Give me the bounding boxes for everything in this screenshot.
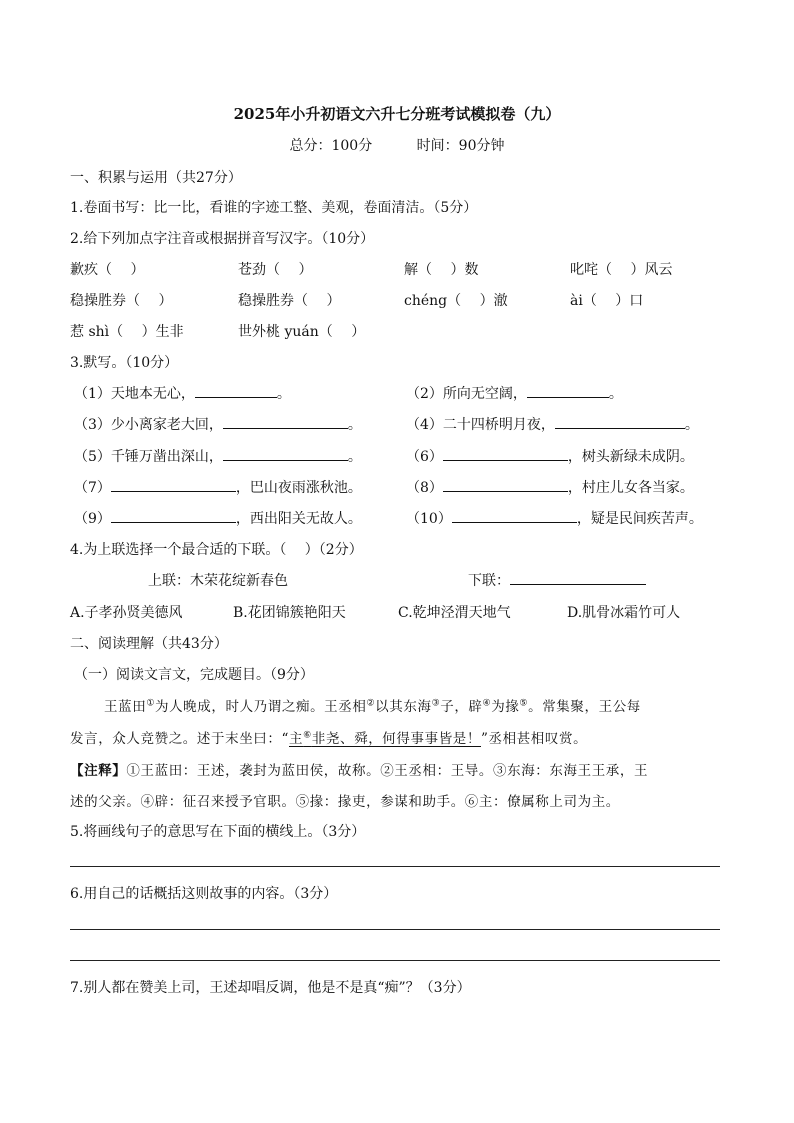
couplet-lower: 下联： [468, 570, 646, 590]
q2-item: 解（ ）数 [404, 262, 479, 278]
answer-line[interactable] [70, 960, 720, 961]
subsection-heading: （一）阅读文言文，完成题目。（9分） [74, 667, 314, 683]
option-d: D.肌骨冰霜竹可人 [567, 605, 681, 621]
answer-blank[interactable] [510, 570, 646, 585]
q2-item: 稳操胜券（ ） [70, 293, 173, 309]
exam-subtitle [0, 135, 794, 155]
question-6: 6.用自己的话概括这则故事的内容。（3分） [70, 886, 338, 902]
question-3: 3.默写。（10分） [70, 355, 179, 371]
option-a: A.子孝孙贤美德风 [70, 605, 183, 621]
option-b: B.花团锦簇艳阳天 [233, 605, 346, 621]
answer-blank[interactable] [452, 508, 577, 523]
recite-item: （6） ，树头新绿未成阴。 [406, 446, 694, 466]
classical-passage-line: 王蓝田①为人晚成，时人乃谓之痴。王丞相②以其东海③子，辟④为掾⑤。常集聚，王公每 [104, 698, 641, 715]
recite-item: （9） ，西出阳关无故人。 [74, 508, 362, 528]
annotation-line: 述的父亲。④辟：征召来授予官职。⑤掾：掾吏，参谋和助手。⑥主：僚属称上司为主。 [70, 794, 620, 810]
option-c: C.乾坤泾渭天地气 [398, 605, 511, 621]
exam-time: 时间：90分钟 [416, 138, 505, 154]
question-5: 5.将画线句子的意思写在下面的横线上。（3分） [70, 824, 366, 840]
q2-item: 世外桃 yuán（ ） [238, 324, 366, 340]
recite-item: （4）二十四桥明月夜， 。 [406, 414, 699, 434]
question-2: 2.给下列加点字注音或根据拼音写汉字。（10分） [70, 231, 375, 247]
recite-item: （3）少小离家老大回， 。 [74, 414, 362, 434]
underlined-sentence: 主⑥非尧、舜，何得事事皆是！ [289, 730, 481, 747]
question-7: 7.别人都在赞美上司，王述却唱反调，他是不是真“痴”？（3分） [70, 980, 471, 996]
recite-item: （10） ，疑是民间疾苦声。 [406, 508, 703, 528]
question-1: 1.卷面书写：比一比，看谁的字迹工整、美观，卷面清洁。（5分） [70, 200, 478, 216]
answer-blank[interactable] [443, 446, 568, 461]
section-heading-1: 一、积累与运用（共27分） [70, 170, 242, 186]
q2-item: 惹 shì（ ）生非 [70, 324, 184, 340]
recite-item: （8） ，村庄儿女各当家。 [406, 477, 694, 497]
answer-blank[interactable] [195, 383, 277, 398]
recite-item: （5）千锤万凿出深山， 。 [74, 446, 362, 466]
answer-blank[interactable] [443, 477, 568, 492]
answer-blank[interactable] [111, 477, 236, 492]
answer-blank[interactable] [223, 446, 348, 461]
answer-blank[interactable] [111, 508, 236, 523]
answer-line[interactable] [70, 929, 720, 930]
q2-item: chéng（ ）澈 [404, 293, 508, 309]
total-score: 总分：100分 [289, 138, 373, 154]
section-heading-2: 二、阅读理解（共43分） [70, 636, 228, 652]
q2-item: 叱咤（ ）风云 [570, 262, 673, 278]
answer-blank[interactable] [223, 414, 348, 429]
annotation-line: 【注释】①王蓝田：王述，袭封为蓝田侯，故称。②王丞相：王导。③东海：东海王王承，王 [70, 763, 649, 779]
recite-item: （1）天地本无心， 。 [74, 383, 291, 403]
couplet-upper: 上联：木荣花绽新春色 [148, 573, 288, 589]
exam-title: 2025年小升初语文六升七分班考试模拟卷（九） [233, 105, 561, 123]
answer-line[interactable] [70, 866, 720, 867]
question-4: 4.为上联选择一个最合适的下联。（ ）（2分） [70, 542, 363, 558]
classical-passage-line: 发言，众人竞赞之。述于末坐曰：“主⑥非尧、舜，何得事事皆是！”丞相甚相叹赏。 [70, 730, 588, 747]
q2-item: 稳操胜券（ ） [238, 293, 341, 309]
recite-item: （2）所向无空阔， 。 [406, 383, 623, 403]
recite-item: （7） ，巴山夜雨涨秋池。 [74, 477, 362, 497]
q2-item: ài（ ）口 [570, 293, 644, 309]
answer-blank[interactable] [527, 383, 609, 398]
q2-item: 苍劲（ ） [238, 262, 313, 278]
q2-item: 歉疚（ ） [70, 262, 145, 278]
annotation-label: 【注释】 [70, 763, 127, 779]
answer-blank[interactable] [555, 414, 685, 429]
